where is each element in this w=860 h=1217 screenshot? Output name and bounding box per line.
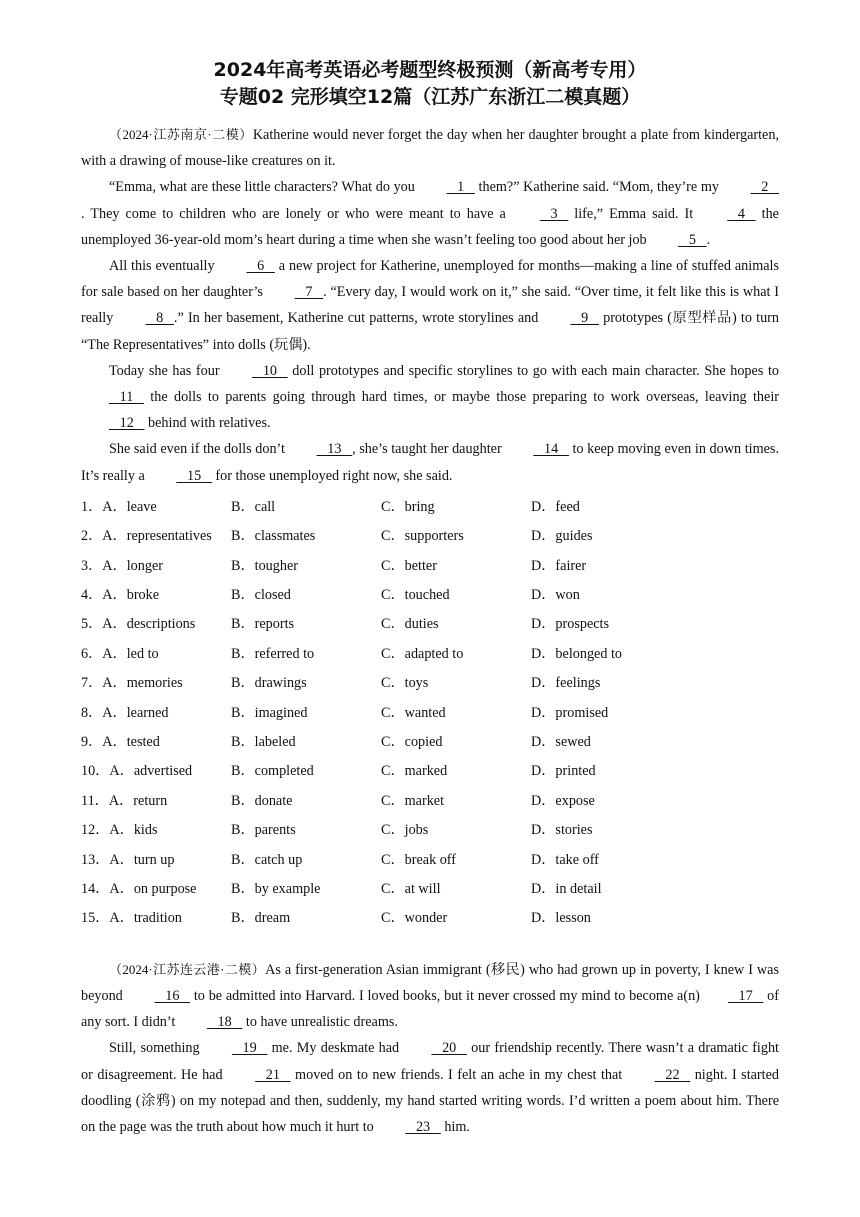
question-number: 11． [81, 792, 109, 809]
option-b: B．donate [231, 792, 293, 809]
cloze-blank-5: 5 [678, 231, 707, 248]
question-number: 14． [81, 880, 110, 897]
option-d: D．feed [531, 498, 580, 515]
cloze-text: behind with relatives. [144, 415, 271, 432]
option-row-7 [81, 669, 779, 698]
option-d: D．lesson [531, 910, 591, 927]
option-a [81, 757, 231, 786]
cloze-blank-9: 9 [570, 310, 599, 327]
cloze-blank-23: 23 [405, 1118, 441, 1135]
cloze-text: . “Every day, I would work on it,” she said. “Over time, it felt like this is what I really [81, 284, 779, 327]
option-a [81, 904, 231, 933]
option-b: B．referred to [231, 645, 315, 662]
cloze-text: Still, something [109, 1040, 204, 1057]
option-a [81, 522, 231, 551]
option-row-1 [81, 493, 779, 522]
option-row-10 [81, 757, 779, 786]
cloze-text: prototypes (原型样品) to turn “The Representatives” into dolls (玩偶). [81, 310, 780, 353]
passage1-para2 [81, 174, 779, 253]
option-d: D．sewed [531, 733, 591, 750]
cloze-text: .” In her basement, Katherine cut patterns, wrote storylines and [173, 310, 543, 327]
option-a [81, 816, 231, 845]
option-b: B．completed [231, 763, 314, 780]
question-number: 10． [81, 763, 110, 780]
option-a [81, 640, 231, 669]
cloze-text: to be admitted into Harvard. I loved books, but it never crossed my mind to become a(n) [190, 987, 700, 1004]
question-number: 1． [81, 498, 103, 515]
option-a-text: A．on purpose [109, 880, 197, 897]
cloze-blank-16: 16 [154, 987, 191, 1004]
cloze-text: “Emma, what are these little characters? What do you [109, 179, 419, 196]
option-a-text: A．turn up [109, 851, 175, 868]
cloze-blank-17: 17 [727, 987, 764, 1004]
cloze-blank-22: 22 [654, 1066, 691, 1083]
cloze-blank-14: 14 [533, 441, 569, 458]
option-a [81, 846, 231, 875]
option-d: D．prospects [531, 616, 610, 633]
option-a-text: A．leave [102, 498, 157, 515]
cloze-text: of any sort. I didn’t [81, 987, 779, 1031]
cloze-text: a new project for Katherine, unemployed for months—making a line of stuffed animals for sale based on her daughter’s [81, 258, 779, 301]
option-row-15 [81, 904, 779, 933]
cloze-blank-20: 20 [431, 1040, 467, 1057]
option-a [81, 493, 231, 522]
option-c: C．duties [381, 616, 439, 633]
option-a-text: A．memories [102, 675, 183, 692]
cloze-text: moved on to new friends. I felt an ache in my chest that [290, 1066, 627, 1083]
document-page [81, 0, 779, 1140]
option-row-9 [81, 728, 779, 757]
option-row-6 [81, 640, 779, 669]
option-b: B．by example [231, 880, 321, 897]
option-row-13 [81, 846, 779, 875]
cloze-text: me. My deskmate had [267, 1040, 404, 1057]
cloze-blank-2: 2 [750, 179, 780, 196]
passage1-para4 [81, 358, 779, 437]
option-a [81, 787, 231, 816]
option-b: B．dream [231, 910, 291, 927]
cloze-blank-15: 15 [176, 467, 212, 484]
option-c: C．wonder [381, 910, 448, 927]
cloze-text: them?” Katherine said. “Mom, they’re my [474, 179, 723, 196]
option-d: D．take off [531, 851, 599, 868]
option-a [81, 699, 231, 728]
cloze-text: doll prototypes and specific storylines to go with each main character. She hopes to [287, 362, 779, 379]
option-a-text: A．tradition [109, 910, 182, 927]
option-c: C．break off [381, 851, 456, 868]
cloze-blank-10: 10 [252, 362, 288, 379]
option-a-text: A．learned [102, 704, 169, 721]
question-number: 15． [81, 910, 110, 927]
option-a-text: A．descriptions [102, 616, 196, 633]
cloze-text: for those unemployed right now, she said. [211, 467, 453, 484]
option-a-text: A．longer [102, 557, 163, 574]
option-a [81, 552, 231, 581]
passage1-intro [81, 122, 779, 174]
option-c: C．jobs [381, 822, 429, 839]
question-number: 13． [81, 851, 110, 868]
cloze-blank-12: 12 [109, 415, 145, 432]
option-c: C．toys [381, 675, 429, 692]
option-a [81, 581, 231, 610]
option-a-text: A．representatives [102, 528, 212, 545]
cloze-blank-6: 6 [246, 258, 275, 275]
option-d: D．stories [531, 822, 593, 839]
option-b: B．classmates [231, 528, 316, 545]
option-b: B．imagined [231, 704, 308, 721]
option-b: B．drawings [231, 675, 307, 692]
option-a-text: A．broke [102, 587, 160, 604]
question-number: 2． [81, 528, 103, 545]
cloze-text: him. [440, 1118, 470, 1135]
passage1-para3 [81, 253, 779, 358]
question-number: 3． [81, 557, 103, 574]
cloze-blank-13: 13 [316, 441, 353, 458]
question-number: 4． [81, 587, 103, 604]
option-b: B．reports [231, 616, 295, 633]
cloze-text: the dolls to parents going through hard times, or maybe those preparing to work overseas, leaving their [143, 389, 779, 406]
passage1-source: （2024·江苏南京·二模） [109, 127, 253, 142]
option-c: C．marked [381, 763, 448, 780]
cloze-text: our friendship recently. There wasn’t a dramatic fight or disagreement. He had [81, 1040, 779, 1083]
cloze-text: As a first-generation Asian immigrant (移民) who had grown up in poverty, I knew I was beyond [81, 961, 779, 1004]
document-title-line2: 专题02 完形填空12篇（江苏广东浙江二模真题） [219, 86, 641, 108]
option-c: C．bring [381, 498, 435, 515]
passage2-para1 [81, 957, 779, 1036]
cloze-text: the unemployed 36-year-old mom’s heart during a time when she wasn’t feeling too good about her job [81, 205, 779, 248]
option-a-text: A．return [108, 792, 168, 809]
option-a-text: A．tested [102, 733, 160, 750]
cloze-blank-11: 11 [109, 389, 144, 406]
cloze-blank-19: 19 [231, 1040, 268, 1057]
option-row-4 [81, 581, 779, 610]
question-number: 8． [81, 704, 103, 721]
option-a-text: A．advertised [109, 763, 193, 780]
cloze-text: . [706, 231, 711, 248]
cloze-text: All this eventually [109, 258, 219, 275]
option-d: D．expose [531, 792, 595, 809]
option-d: D．fairer [531, 557, 587, 574]
option-d: D．printed [531, 763, 596, 780]
option-b: B．closed [231, 587, 291, 604]
cloze-text: Today she has four [109, 362, 225, 379]
cloze-text: night. I started doodling (涂鸦) on my notepad and then, suddenly, my hand started writing words. I’d written a poem about him. There on the page was the truth about how much it hurt to [81, 1066, 779, 1135]
cloze-blank-3: 3 [539, 205, 569, 222]
option-c: C．better [381, 557, 437, 574]
option-a [81, 875, 231, 904]
cloze-text: , she’s taught her daughter [352, 441, 506, 458]
option-c: C．touched [381, 587, 450, 604]
cloze-text: to have unrealistic dreams. [242, 1014, 398, 1031]
option-a [81, 610, 231, 639]
option-c: C．copied [381, 733, 443, 750]
option-c: C．supporters [381, 528, 464, 545]
cloze-blank-18: 18 [206, 1014, 243, 1031]
question-number: 5． [81, 616, 103, 633]
option-a [81, 728, 231, 757]
passage2-source: （2024·江苏连云港·二模） [109, 961, 266, 977]
option-row-14 [81, 875, 779, 904]
option-d: D．guides [531, 528, 593, 545]
option-a-text: A．kids [109, 822, 158, 839]
option-b: B．catch up [231, 851, 303, 868]
option-d: D．in detail [531, 880, 602, 897]
option-b: B．call [231, 498, 276, 515]
cloze-blank-1: 1 [446, 179, 475, 196]
option-c: C．at will [381, 880, 441, 897]
option-d: D．won [531, 587, 580, 604]
cloze-text: to keep moving even in down times. It’s really a [81, 441, 779, 484]
cloze-text: . They come to children who are lonely or who were meant to have a [81, 205, 512, 222]
document-title-line1: 2024年高考英语必考题型终极预测（新高考专用） [213, 59, 647, 81]
option-c: C．market [381, 792, 445, 809]
option-a-text: A．led to [102, 645, 159, 662]
cloze-text: life,” Emma said. It [568, 205, 700, 222]
option-d: D．belonged to [531, 645, 623, 662]
question-number: 12． [81, 822, 110, 839]
question-number: 6． [81, 645, 103, 662]
option-d: D．promised [531, 704, 609, 721]
options-list [81, 493, 779, 934]
question-number: 9． [81, 733, 103, 750]
option-c: C．wanted [381, 704, 446, 721]
option-row-11 [81, 787, 779, 816]
cloze-blank-4: 4 [727, 205, 756, 222]
option-c: C．adapted to [381, 645, 464, 662]
cloze-text: She said even if the dolls don’t [109, 441, 289, 458]
question-number: 7． [81, 675, 103, 692]
cloze-blank-7: 7 [294, 284, 324, 301]
passage2-para2 [81, 1035, 779, 1140]
option-row-12 [81, 816, 779, 845]
passage1-text: Katherine would never forget the day when her daughter brought a plate from kindergarten, with a drawing of mouse-like creatures on it. [81, 127, 779, 170]
option-b: B．parents [231, 822, 296, 839]
option-b: B．tougher [231, 557, 298, 574]
passage1-para5 [81, 436, 779, 488]
option-a [81, 669, 231, 698]
option-b: B．labeled [231, 733, 296, 750]
option-d: D．feelings [531, 675, 601, 692]
option-row-8 [81, 699, 779, 728]
option-row-2 [81, 522, 779, 551]
option-row-3 [81, 552, 779, 581]
cloze-blank-21: 21 [255, 1066, 291, 1083]
cloze-blank-8: 8 [145, 310, 174, 327]
option-row-5 [81, 610, 779, 639]
